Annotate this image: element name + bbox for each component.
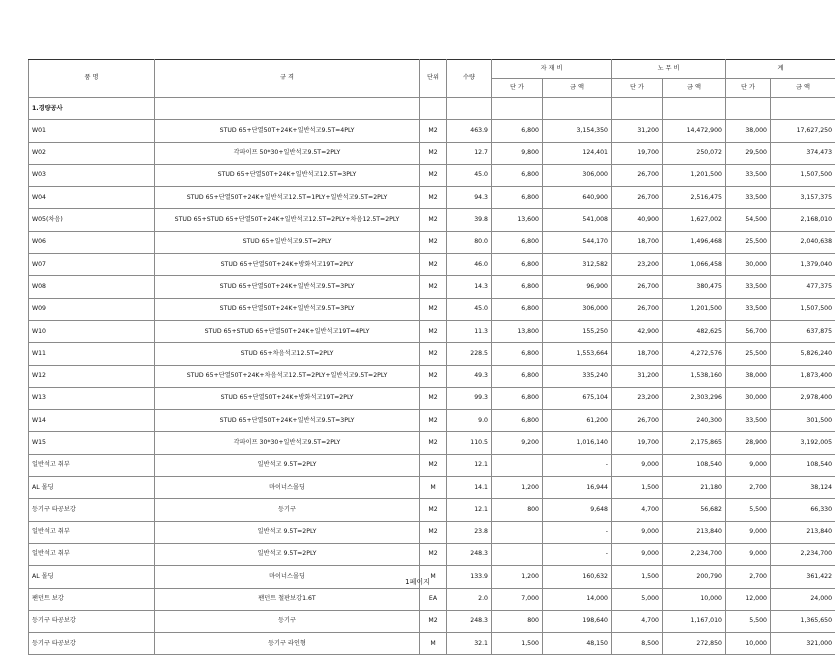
item-name: 등기구 타공보강	[29, 499, 155, 521]
item-spec: STUD 65+단열50T+24K+일반석고12.5T=3PLY	[155, 164, 420, 186]
item-spec: 각파이프 50*30+일반석고9.5T=2PLY	[155, 142, 420, 164]
table-header	[29, 60, 835, 98]
item-qty: 14.3	[447, 276, 492, 298]
total-amount: 361,422	[771, 566, 835, 588]
labor-amount: 1,167,010	[663, 610, 726, 632]
labor-unit-price: 9,000	[612, 543, 663, 565]
total-unit-price: 28,900	[726, 432, 771, 454]
table-row	[29, 521, 835, 543]
total-unit-price: 30,000	[726, 387, 771, 409]
item-qty: 2.0	[447, 588, 492, 610]
total-unit-price: 56,700	[726, 320, 771, 342]
header-total: 계	[726, 60, 835, 79]
total-amount: 24,000	[771, 588, 835, 610]
labor-amount: 56,682	[663, 499, 726, 521]
labor-unit-price: 26,700	[612, 164, 663, 186]
header-item: 품 명	[29, 60, 155, 98]
item-name: 등기구 타공보강	[29, 610, 155, 632]
item-qty: 49.3	[447, 365, 492, 387]
total-unit-price: 38,000	[726, 365, 771, 387]
total-unit-price: 25,500	[726, 343, 771, 365]
material-amount: 544,170	[543, 231, 612, 253]
item-name: W10	[29, 320, 155, 342]
total-amount: 213,840	[771, 521, 835, 543]
item-qty: 94.3	[447, 187, 492, 209]
item-unit: M2	[420, 276, 447, 298]
material-unit-price: 6,800	[492, 164, 543, 186]
page-number: 1페이지	[0, 577, 835, 587]
labor-unit-price: 23,200	[612, 254, 663, 276]
material-amount: -	[543, 454, 612, 476]
labor-amount: 250,072	[663, 142, 726, 164]
item-spec: 각파이프 30*30+일반석고9.5T=2PLY	[155, 432, 420, 454]
item-unit: M2	[420, 521, 447, 543]
material-unit-price	[492, 521, 543, 543]
item-name: W01	[29, 120, 155, 142]
labor-amount: 200,790	[663, 566, 726, 588]
material-amount: 198,640	[543, 610, 612, 632]
material-amount: 312,582	[543, 254, 612, 276]
total-unit-price: 33,500	[726, 410, 771, 432]
labor-amount: 2,234,700	[663, 543, 726, 565]
total-unit-price: 33,500	[726, 187, 771, 209]
labor-amount: 240,300	[663, 410, 726, 432]
labor-unit-price: 1,500	[612, 477, 663, 499]
labor-amount: 482,625	[663, 320, 726, 342]
item-unit: M2	[420, 164, 447, 186]
table-row	[29, 387, 835, 409]
item-qty: 12.1	[447, 454, 492, 476]
material-unit-price: 800	[492, 499, 543, 521]
item-spec: STUD 65+단열50T+24K+방화석고19T=2PLY	[155, 254, 420, 276]
material-amount: 9,648	[543, 499, 612, 521]
material-amount: 96,900	[543, 276, 612, 298]
estimate-table	[28, 59, 835, 655]
item-unit: M2	[420, 543, 447, 565]
table-row	[29, 209, 835, 231]
item-unit: M2	[420, 209, 447, 231]
labor-amount: 1,201,500	[663, 164, 726, 186]
labor-amount: 108,540	[663, 454, 726, 476]
item-spec: 팬던트 철판보강1.6T	[155, 588, 420, 610]
item-spec: STUD 65+단열50T+24K+일반석고9.5T=3PLY	[155, 276, 420, 298]
total-unit-price: 9,000	[726, 521, 771, 543]
item-spec: 마이너스몰딩	[155, 477, 420, 499]
total-amount: 374,473	[771, 142, 835, 164]
labor-unit-price: 18,700	[612, 343, 663, 365]
item-qty: 12.7	[447, 142, 492, 164]
header-unit: 단위	[420, 60, 447, 98]
total-amount: 637,875	[771, 320, 835, 342]
item-unit: M2	[420, 231, 447, 253]
material-unit-price: 6,800	[492, 231, 543, 253]
total-unit-price: 9,000	[726, 454, 771, 476]
labor-amount: 14,472,900	[663, 120, 726, 142]
material-amount: 155,250	[543, 320, 612, 342]
item-unit: M2	[420, 365, 447, 387]
item-qty: 14.1	[447, 477, 492, 499]
labor-unit-price: 18,700	[612, 231, 663, 253]
labor-unit-price: 23,200	[612, 387, 663, 409]
labor-unit-price: 5,000	[612, 588, 663, 610]
material-amount: 306,000	[543, 164, 612, 186]
header-total-unit-price: 단 가	[726, 79, 771, 98]
item-name: W08	[29, 276, 155, 298]
table-row	[29, 543, 835, 565]
item-spec: 마이너스몰딩	[155, 566, 420, 588]
table-row	[29, 298, 835, 320]
material-unit-price: 9,200	[492, 432, 543, 454]
item-spec: 일반석고 9.5T=2PLY	[155, 454, 420, 476]
labor-unit-price: 4,700	[612, 610, 663, 632]
material-amount: -	[543, 521, 612, 543]
material-unit-price	[492, 543, 543, 565]
header-material-amount: 금 액	[543, 79, 612, 98]
item-unit: M2	[420, 454, 447, 476]
total-amount: 5,826,240	[771, 343, 835, 365]
total-unit-price: 2,700	[726, 566, 771, 588]
total-unit-price: 30,000	[726, 254, 771, 276]
material-unit-price: 6,800	[492, 365, 543, 387]
item-spec: 일반석고 9.5T=2PLY	[155, 543, 420, 565]
item-spec: STUD 65+단열50T+24K+일반석고9.5T=4PLY	[155, 120, 420, 142]
material-amount: 675,104	[543, 387, 612, 409]
total-amount: 1,873,400	[771, 365, 835, 387]
total-amount: 3,192,005	[771, 432, 835, 454]
item-qty: 45.0	[447, 164, 492, 186]
item-unit: M2	[420, 499, 447, 521]
item-name: W04	[29, 187, 155, 209]
material-amount: 1,553,664	[543, 343, 612, 365]
labor-amount: 4,272,576	[663, 343, 726, 365]
total-unit-price: 9,000	[726, 543, 771, 565]
total-amount: 2,978,400	[771, 387, 835, 409]
item-name: W12	[29, 365, 155, 387]
material-unit-price: 9,800	[492, 142, 543, 164]
material-unit-price: 800	[492, 610, 543, 632]
labor-unit-price: 26,700	[612, 410, 663, 432]
header-spec: 규 격	[155, 60, 420, 98]
item-name: W11	[29, 343, 155, 365]
item-spec: STUD 65+차음석고12.5T=2PLY	[155, 343, 420, 365]
labor-amount: 2,303,296	[663, 387, 726, 409]
material-amount: 160,632	[543, 566, 612, 588]
table-row	[29, 633, 835, 655]
material-unit-price: 6,800	[492, 343, 543, 365]
material-unit-price: 13,600	[492, 209, 543, 231]
material-amount: 61,200	[543, 410, 612, 432]
material-unit-price: 6,800	[492, 298, 543, 320]
total-unit-price: 54,500	[726, 209, 771, 231]
header-labor-amount: 금 액	[663, 79, 726, 98]
table-row	[29, 343, 835, 365]
item-name: W14	[29, 410, 155, 432]
section-title: 1.경량공사	[29, 98, 155, 120]
labor-unit-price: 9,000	[612, 521, 663, 543]
total-amount: 1,365,650	[771, 610, 835, 632]
item-spec: STUD 65+일반석고9.5T=2PLY	[155, 231, 420, 253]
item-name: W13	[29, 387, 155, 409]
labor-unit-price: 8,500	[612, 633, 663, 655]
total-unit-price: 33,500	[726, 164, 771, 186]
item-qty: 23.8	[447, 521, 492, 543]
item-spec: 일반석고 9.5T=2PLY	[155, 521, 420, 543]
item-name: W02	[29, 142, 155, 164]
total-amount: 301,500	[771, 410, 835, 432]
header-material-unit-price: 단 가	[492, 79, 543, 98]
labor-unit-price: 31,200	[612, 120, 663, 142]
labor-amount: 2,516,475	[663, 187, 726, 209]
item-spec: STUD 65+STUD 65+단열50T+24K+일반석고12.5T=2PLY+차음12.5T=2PLY	[155, 209, 420, 231]
item-qty: 39.8	[447, 209, 492, 231]
table-row	[29, 254, 835, 276]
material-amount: 335,240	[543, 365, 612, 387]
total-unit-price: 2,700	[726, 477, 771, 499]
total-amount: 2,234,700	[771, 543, 835, 565]
estimate-sheet	[28, 59, 805, 655]
material-amount: 124,401	[543, 142, 612, 164]
item-unit: M2	[420, 254, 447, 276]
total-amount: 3,157,375	[771, 187, 835, 209]
labor-unit-price: 26,700	[612, 298, 663, 320]
labor-unit-price: 42,900	[612, 320, 663, 342]
item-spec: STUD 65+STUD 65+단열50T+24K+일반석고19T=4PLY	[155, 320, 420, 342]
total-amount: 1,507,500	[771, 164, 835, 186]
labor-unit-price: 4,700	[612, 499, 663, 521]
table-row	[29, 164, 835, 186]
labor-amount: 213,840	[663, 521, 726, 543]
item-qty: 46.0	[447, 254, 492, 276]
item-unit: M2	[420, 320, 447, 342]
labor-amount: 380,475	[663, 276, 726, 298]
labor-amount: 1,066,458	[663, 254, 726, 276]
total-unit-price: 10,000	[726, 633, 771, 655]
material-unit-price: 1,200	[492, 566, 543, 588]
table-row	[29, 142, 835, 164]
header-labor: 노 무 비	[612, 60, 726, 79]
material-unit-price: 1,500	[492, 633, 543, 655]
item-unit: M2	[420, 432, 447, 454]
item-spec: 등기구	[155, 610, 420, 632]
item-qty: 99.3	[447, 387, 492, 409]
item-name: 일반석고 취부	[29, 543, 155, 565]
labor-unit-price: 1,500	[612, 566, 663, 588]
item-unit: M2	[420, 610, 447, 632]
item-qty: 32.1	[447, 633, 492, 655]
item-spec: STUD 65+단열50T+24K+일반석고12.5T=1PLY+일반석고9.5T=2PLY	[155, 187, 420, 209]
item-spec: 등기구 라인형	[155, 633, 420, 655]
labor-amount: 2,175,865	[663, 432, 726, 454]
labor-amount: 272,850	[663, 633, 726, 655]
table-row	[29, 588, 835, 610]
item-name: W07	[29, 254, 155, 276]
item-qty: 463.9	[447, 120, 492, 142]
header-qty: 수량	[447, 60, 492, 98]
item-unit: EA	[420, 588, 447, 610]
table-row	[29, 499, 835, 521]
material-unit-price: 7,000	[492, 588, 543, 610]
material-unit-price: 13,800	[492, 320, 543, 342]
total-unit-price: 33,500	[726, 298, 771, 320]
total-amount: 38,124	[771, 477, 835, 499]
table-row	[29, 187, 835, 209]
item-unit: M	[420, 566, 447, 588]
header-material: 자 재 비	[492, 60, 612, 79]
material-amount: 541,008	[543, 209, 612, 231]
item-spec: 등기구	[155, 499, 420, 521]
labor-unit-price: 26,700	[612, 187, 663, 209]
table-row	[29, 365, 835, 387]
item-spec: STUD 65+단열50T+24K+차음석고12.5T=2PLY+일반석고9.5T=2PLY	[155, 365, 420, 387]
labor-amount: 1,538,160	[663, 365, 726, 387]
total-unit-price: 5,500	[726, 610, 771, 632]
material-amount: 3,154,350	[543, 120, 612, 142]
table-row	[29, 276, 835, 298]
labor-unit-price: 40,900	[612, 209, 663, 231]
header-labor-unit-price: 단 가	[612, 79, 663, 98]
total-amount: 2,168,010	[771, 209, 835, 231]
item-qty: 228.5	[447, 343, 492, 365]
item-spec: STUD 65+단열50T+24K+일반석고9.5T=3PLY	[155, 410, 420, 432]
total-amount: 321,000	[771, 633, 835, 655]
table-row	[29, 410, 835, 432]
item-name: W06	[29, 231, 155, 253]
item-name: AL 몰딩	[29, 566, 155, 588]
total-amount: 1,507,500	[771, 298, 835, 320]
material-unit-price: 6,800	[492, 276, 543, 298]
item-unit: M2	[420, 142, 447, 164]
total-amount: 2,040,638	[771, 231, 835, 253]
table-row	[29, 320, 835, 342]
item-name: 일반석고 취부	[29, 454, 155, 476]
material-unit-price: 6,800	[492, 254, 543, 276]
total-amount: 108,540	[771, 454, 835, 476]
material-amount: 48,150	[543, 633, 612, 655]
total-unit-price: 38,000	[726, 120, 771, 142]
material-amount: 1,016,140	[543, 432, 612, 454]
total-amount: 66,330	[771, 499, 835, 521]
item-unit: M2	[420, 343, 447, 365]
item-qty: 80.0	[447, 231, 492, 253]
material-unit-price: 6,800	[492, 187, 543, 209]
table-row	[29, 477, 835, 499]
item-unit: M2	[420, 120, 447, 142]
item-spec: STUD 65+단열50T+24K+일반석고9.5T=3PLY	[155, 298, 420, 320]
item-qty: 248.3	[447, 543, 492, 565]
total-amount: 17,627,250	[771, 120, 835, 142]
item-name: 일반석고 취부	[29, 521, 155, 543]
labor-amount: 1,627,002	[663, 209, 726, 231]
labor-unit-price: 9,000	[612, 454, 663, 476]
labor-amount: 1,496,468	[663, 231, 726, 253]
item-qty: 133.9	[447, 566, 492, 588]
material-unit-price	[492, 454, 543, 476]
total-unit-price: 5,500	[726, 499, 771, 521]
labor-amount: 1,201,500	[663, 298, 726, 320]
item-qty: 110.5	[447, 432, 492, 454]
labor-amount: 10,000	[663, 588, 726, 610]
item-name: W09	[29, 298, 155, 320]
material-amount: 306,000	[543, 298, 612, 320]
item-unit: M	[420, 633, 447, 655]
item-unit: M2	[420, 387, 447, 409]
item-qty: 11.3	[447, 320, 492, 342]
total-unit-price: 12,000	[726, 588, 771, 610]
table-row	[29, 432, 835, 454]
labor-unit-price: 26,700	[612, 276, 663, 298]
material-amount: 16,944	[543, 477, 612, 499]
item-name: AL 몰딩	[29, 477, 155, 499]
item-name: W15	[29, 432, 155, 454]
material-amount: 640,900	[543, 187, 612, 209]
labor-unit-price: 19,700	[612, 142, 663, 164]
table-row	[29, 120, 835, 142]
item-unit: M	[420, 477, 447, 499]
table-body	[29, 98, 835, 655]
total-unit-price: 33,500	[726, 276, 771, 298]
material-amount: -	[543, 543, 612, 565]
item-unit: M2	[420, 298, 447, 320]
header-total-amount: 금 액	[771, 79, 835, 98]
table-row	[29, 454, 835, 476]
item-qty: 248.3	[447, 610, 492, 632]
item-name: 등기구 타공보강	[29, 633, 155, 655]
item-unit: M2	[420, 410, 447, 432]
total-amount: 1,379,040	[771, 254, 835, 276]
labor-amount: 21,180	[663, 477, 726, 499]
table-row	[29, 610, 835, 632]
item-qty: 12.1	[447, 499, 492, 521]
labor-unit-price: 31,200	[612, 365, 663, 387]
material-unit-price: 1,200	[492, 477, 543, 499]
material-amount: 14,000	[543, 588, 612, 610]
item-qty: 9.0	[447, 410, 492, 432]
material-unit-price: 6,800	[492, 387, 543, 409]
total-unit-price: 29,500	[726, 142, 771, 164]
total-unit-price: 25,500	[726, 231, 771, 253]
total-amount: 477,375	[771, 276, 835, 298]
material-unit-price: 6,800	[492, 120, 543, 142]
labor-unit-price: 19,700	[612, 432, 663, 454]
item-qty: 45.0	[447, 298, 492, 320]
section-row	[29, 98, 835, 120]
material-unit-price: 6,800	[492, 410, 543, 432]
item-unit: M2	[420, 187, 447, 209]
item-name: W03	[29, 164, 155, 186]
item-name: 팬던트 보강	[29, 588, 155, 610]
table-row	[29, 231, 835, 253]
item-name: W05(차음)	[29, 209, 155, 231]
item-spec: STUD 65+단열50T+24K+방화석고19T=2PLY	[155, 387, 420, 409]
